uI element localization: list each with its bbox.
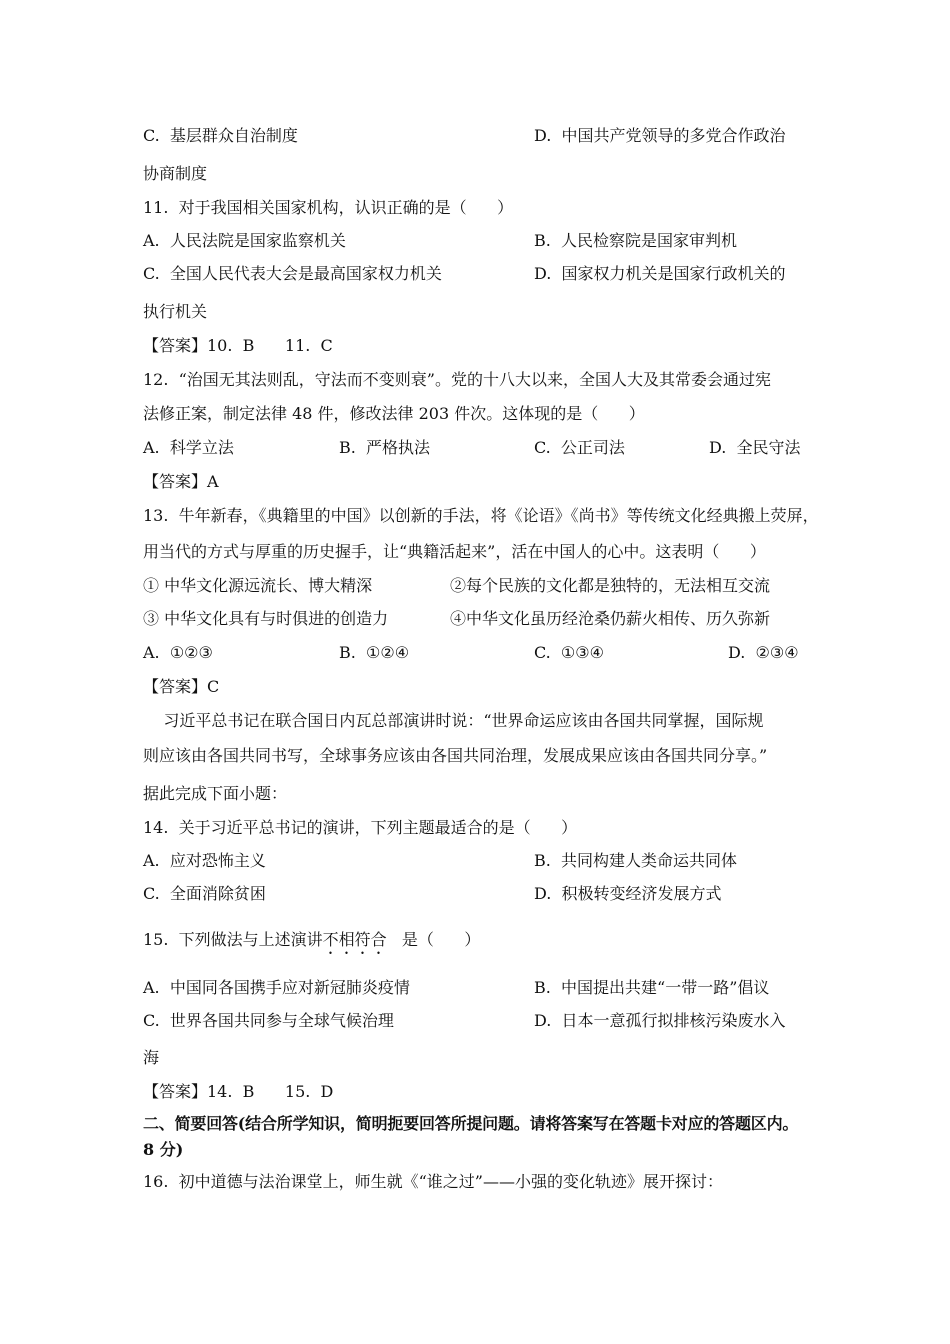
q11-option-b: B. 人民检察院是国家审判机 — [534, 231, 738, 250]
q15-option-b: B. 中国提出共建“一带一路”倡议 — [534, 978, 770, 997]
q12-option-c: C. 公正司法 — [534, 438, 625, 457]
q12-option-a: A. 科学立法 — [143, 438, 234, 457]
section-2-heading-line-1: 二、简要回答(结合所学知识，简明扼要回答所提问题。请将答案写在答题卡对应的答题区内。 — [143, 1114, 799, 1133]
q13-stem-line-1: 13. 牛年新春，《典籍里的中国》以创新的手法，将《论语》《尚书》等传统文化经典搬上荧屏， — [143, 506, 819, 525]
material-line-2: 则应该由各国共同书写，全球事务应该由各国共同治理，发展成果应该由各国共同分享。” — [143, 746, 768, 765]
q10-option-d: D. 中国共产党领导的多党合作政治 — [534, 126, 786, 145]
q15-option-d: D. 日本一意孤行拟排核污染废水入 — [534, 1011, 786, 1030]
q13-statement-2: ②每个民族的文化都是独特的，无法相互交流 — [450, 576, 771, 595]
q14-option-b: B. 共同构建人类命运共同体 — [534, 851, 738, 870]
q13-option-a: A. ①②③ — [143, 643, 213, 662]
q14-option-d: D. 积极转变经济发展方式 — [534, 884, 722, 903]
q15-option-c: C. 世界各国共同参与全球气候治理 — [143, 1011, 394, 1030]
q13-statement-4: ④中华文化虽历经沧桑仍薪火相传、历久弥新 — [450, 609, 771, 628]
q15-emphasis-text: 不相符合 — [322, 930, 387, 949]
q15-stem — [143, 930, 480, 958]
q12-option-d: D. 全民守法 — [709, 438, 801, 457]
q14-option-a: A. 应对恐怖主义 — [143, 851, 266, 870]
answer-14-15: 【答案】14. B 15. D — [143, 1082, 334, 1101]
q11-option-d-continued: 执行机关 — [143, 302, 208, 321]
q11-option-d: D. 国家权力机关是国家行政机关的 — [534, 264, 786, 283]
q13-option-d: D. ②③④ — [728, 643, 799, 662]
answer-13: 【答案】C — [143, 677, 220, 696]
q11-option-a: A. 人民法院是国家监察机关 — [143, 231, 346, 250]
q11-stem: 11. 对于我国相关国家机构，认识正确的是（ ） — [143, 198, 514, 217]
q12-stem-line-2: 法修正案，制定法律 48 件，修改法律 203 件次。这体现的是（ ） — [143, 404, 645, 423]
q12-option-b: B. 严格执法 — [339, 438, 431, 457]
material-line-3: 据此完成下面小题： — [143, 784, 288, 803]
q15-option-a: A. 中国同各国携手应对新冠肺炎疫情 — [143, 978, 410, 997]
q10-option-d-continued: 协商制度 — [143, 164, 208, 183]
q13-statement-3: ③ 中华文化具有与时俱进的创造力 — [143, 609, 389, 628]
section-2-heading-line-2: 8 分) — [143, 1140, 184, 1159]
q13-option-b: B. ①②④ — [339, 643, 410, 662]
q15-stem-prefix: 15. 下列做法与上述演讲 — [143, 930, 323, 949]
answer-10-11: 【答案】10. B 11. C — [143, 336, 333, 355]
q14-option-c: C. 全面消除贫困 — [143, 884, 266, 903]
q13-stem-line-2: 用当代的方式与厚重的历史握手，让“典籍活起来”，活在中国人的心中。这表明（ ） — [143, 542, 766, 561]
q16-stem: 16. 初中道德与法治课堂上，师生就《“谁之过”——小强的变化轨迹》展开探讨： — [143, 1172, 723, 1191]
material-line-1: 习近平总书记在联合国日内瓦总部演讲时说：“世界命运应该由各国共同掌握，国际规 — [143, 711, 764, 730]
q15-option-d-continued: 海 — [143, 1048, 160, 1067]
q14-stem: 14. 关于习近平总书记的演讲，下列主题最适合的是（ ） — [143, 818, 578, 837]
q13-statement-1: ① 中华文化源远流长、博大精深 — [143, 576, 373, 595]
q10-option-c: C. 基层群众自治制度 — [143, 126, 298, 145]
q13-option-c: C. ①③④ — [534, 643, 604, 662]
q12-stem-line-1: 12. “治国无其法则乱，守法而不变则衰”。党的十八大以来，全国人大及其常委会通过宪 — [143, 370, 771, 389]
q15-stem-suffix: 是（ ） — [386, 930, 481, 949]
q11-option-c: C. 全国人民代表大会是最高国家权力机关 — [143, 264, 442, 283]
answer-12: 【答案】A — [143, 472, 219, 491]
